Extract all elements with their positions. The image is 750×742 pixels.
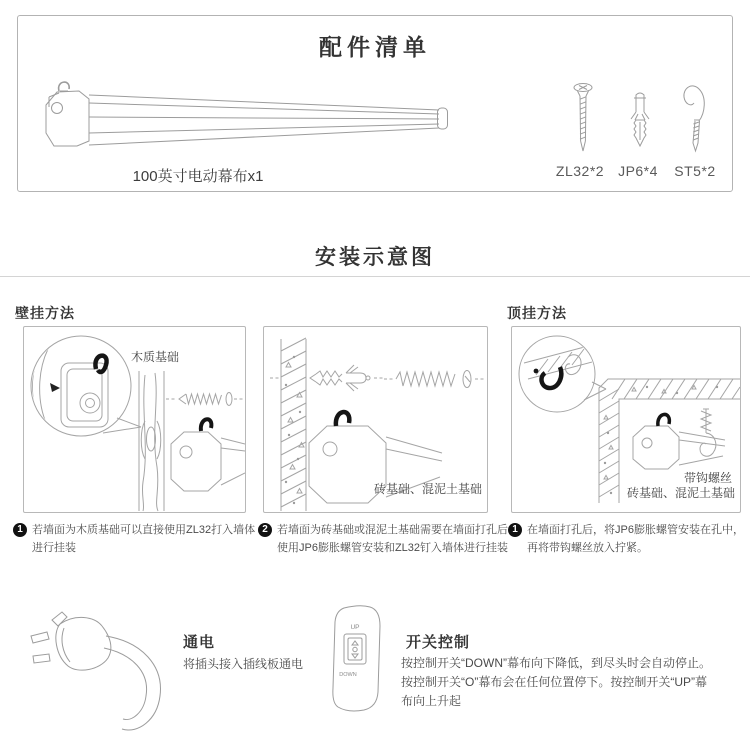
- ceiling-mount-panel: [511, 326, 741, 513]
- power-desc: 将插头接入插线板通电: [183, 657, 304, 671]
- parts-list-box: [17, 15, 733, 192]
- concrete-base-caption: 砖基础、混泥土基础: [373, 482, 482, 496]
- note-wall-wood: [13, 522, 265, 557]
- hook-screw-caption: 带钩螺丝: [683, 471, 732, 485]
- switch-up-label: UP: [350, 624, 360, 631]
- anchor-icon: [628, 92, 652, 148]
- parts-list-title: 配件清单: [319, 34, 431, 60]
- wall-method-label: 壁挂方法: [15, 305, 75, 321]
- power-plug-icon: [30, 608, 180, 740]
- switch-down-label: DOWN: [339, 672, 357, 678]
- hook-icon: [680, 81, 708, 155]
- wall-mount-concrete-panel: [263, 326, 488, 513]
- screw-icon: [572, 83, 594, 155]
- step-number-badge: 1: [508, 523, 522, 537]
- hardware-label-anchor: JP6*4: [618, 163, 658, 179]
- note-text: 若墙面为砖基础或混泥土基础需要在墙面打孔后使用JP6膨胀螺管安装和ZL32钉入墙体进行挂装: [277, 524, 509, 554]
- concrete-base-caption-2: 砖基础、混泥土基础: [626, 486, 735, 500]
- power-title: 通电: [183, 634, 216, 651]
- section-divider: [0, 276, 750, 277]
- step-number-badge: 2: [258, 523, 272, 537]
- note-wall-concrete: [258, 522, 514, 557]
- note-text: 在墙面打孔后，将JP6膨胀螺管安装在孔中，再将带钩螺丝放入拧紧。: [527, 524, 744, 554]
- switch-title: 开关控制: [406, 634, 471, 651]
- installation-title: 安装示意图: [315, 246, 435, 269]
- step-number-badge: 1: [13, 523, 27, 537]
- note-ceiling: [508, 522, 746, 557]
- hardware-label-hook: ST5*2: [674, 163, 716, 179]
- switch-desc: 按控制开关“DOWN”幕布向下降低，到尽头时会自动停止。按控制开关“O”幕布会在任何位置停下。按控制开关“UP”幕布向上升起: [401, 656, 711, 709]
- note-text: 若墙面为木质基础可以直接使用ZL32打入墙体进行挂装: [32, 524, 256, 554]
- hardware-label-screw: ZL32*2: [555, 163, 605, 179]
- wood-base-caption: 木质基础: [131, 350, 180, 364]
- wall-mount-wood-panel: [23, 326, 246, 513]
- switch-remote-icon: [330, 604, 384, 714]
- screen-bar-illustration: [41, 77, 453, 149]
- ceiling-method-label: 顶挂方法: [507, 305, 567, 321]
- screen-label: 100英寸电动幕布x1: [132, 168, 264, 185]
